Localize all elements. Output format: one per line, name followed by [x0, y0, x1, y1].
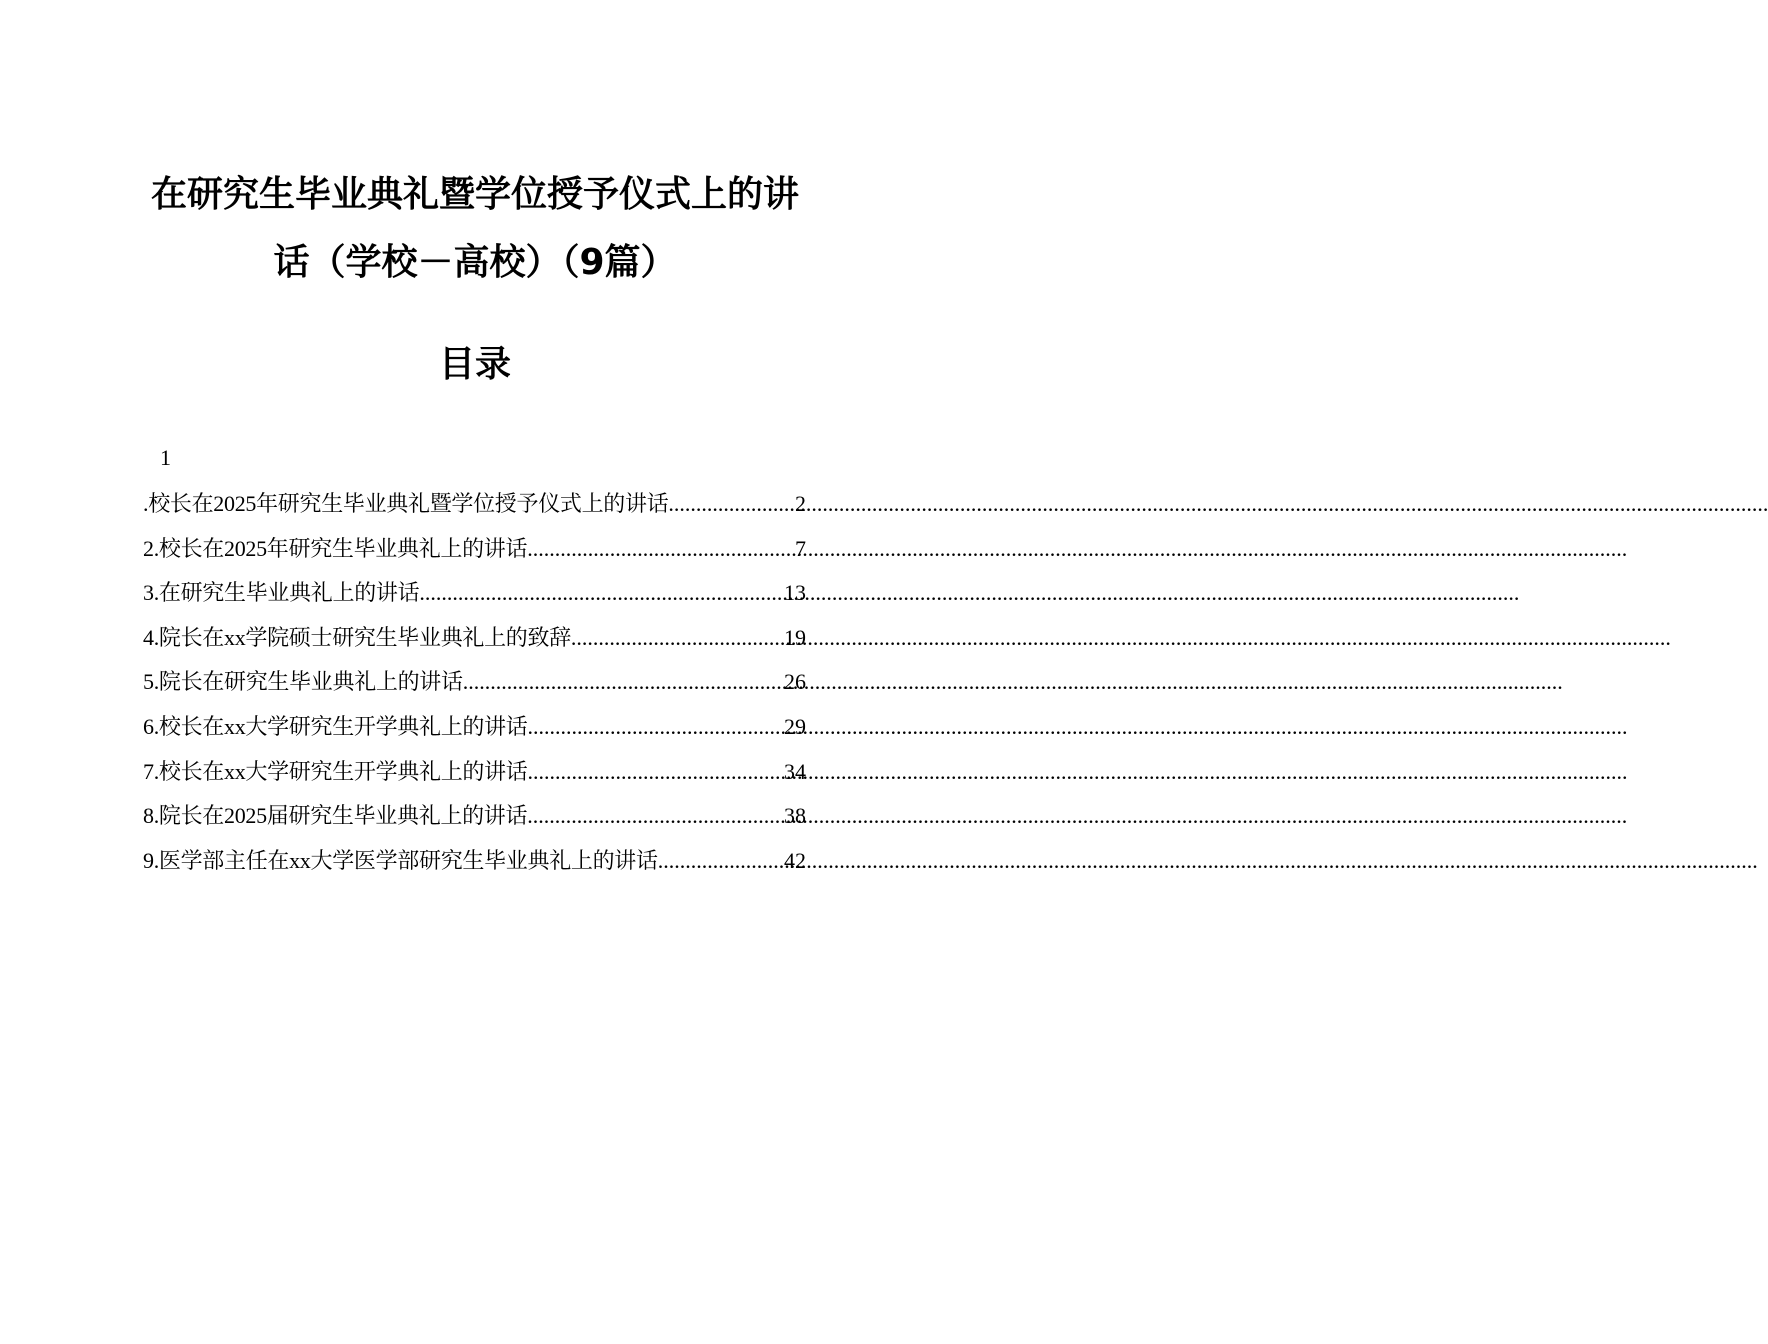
- table-of-contents: [143, 484, 806, 885]
- toc-entry-7[interactable]: [143, 752, 806, 797]
- toc-entry-2[interactable]: [143, 529, 806, 574]
- toc-entry-page: 34: [784, 758, 806, 784]
- toc-entry-page: 29: [784, 713, 806, 739]
- toc-prefix-number: 1: [160, 445, 171, 470]
- toc-entry-title: 8.院长在2025届研究生毕业典礼上的讲话: [143, 803, 528, 829]
- toc-entry-3[interactable]: [143, 573, 806, 618]
- toc-entry-title: 6.校长在xx大学研究生开学典礼上的讲话: [143, 713, 528, 739]
- toc-dot-leader: [527, 529, 795, 569]
- toc-entry-page: 26: [784, 669, 806, 695]
- toc-dot-leader: [528, 752, 784, 792]
- toc-dot-leader: [571, 618, 784, 658]
- document-title-line-1: 在研究生毕业典礼暨学位授予仪式上的讲: [150, 174, 799, 215]
- toc-entry-title: 7.校长在xx大学研究生开学典礼上的讲话: [143, 758, 528, 784]
- toc-entry-9[interactable]: [143, 841, 806, 886]
- toc-entry-page: 42: [784, 847, 806, 873]
- toc-entry-page: 13: [784, 580, 806, 606]
- toc-dot-leader: [658, 841, 784, 881]
- toc-entry-title: 2.校长在2025年研究生毕业典礼上的讲话: [143, 535, 528, 561]
- toc-dot-leader: [668, 484, 795, 524]
- document-title-line-2: 话（学校－高校）（9篇）: [273, 242, 677, 283]
- toc-entry-title: .校长在2025年研究生毕业典礼暨学位授予仪式上的讲话: [143, 491, 669, 516]
- toc-entry-1[interactable]: [143, 484, 806, 529]
- toc-entry-5[interactable]: [143, 662, 806, 707]
- toc-heading: 目录: [438, 344, 511, 385]
- toc-dot-leader: [528, 707, 784, 747]
- toc-dot-leader: [463, 662, 784, 702]
- toc-entry-title: 3.在研究生毕业典礼上的讲话: [143, 580, 420, 606]
- toc-entry-title: 5.院长在研究生毕业典礼上的讲话: [143, 669, 463, 695]
- toc-dot-leader: [527, 796, 784, 836]
- toc-dot-leader: [419, 573, 784, 613]
- toc-entry-page: 38: [784, 803, 806, 829]
- toc-entry-8[interactable]: [143, 796, 806, 841]
- toc-entry-6[interactable]: [143, 707, 806, 752]
- toc-entry-page: 19: [784, 624, 806, 650]
- toc-entry-4[interactable]: [143, 618, 806, 663]
- toc-entry-page: 7: [795, 535, 806, 561]
- toc-entry-title: 9.医学部主任在xx大学医学部研究生毕业典礼上的讲话: [143, 847, 658, 873]
- toc-entry-page: 2: [795, 491, 806, 516]
- toc-entry-title: 4.院长在xx学院硕士研究生毕业典礼上的致辞: [143, 624, 571, 650]
